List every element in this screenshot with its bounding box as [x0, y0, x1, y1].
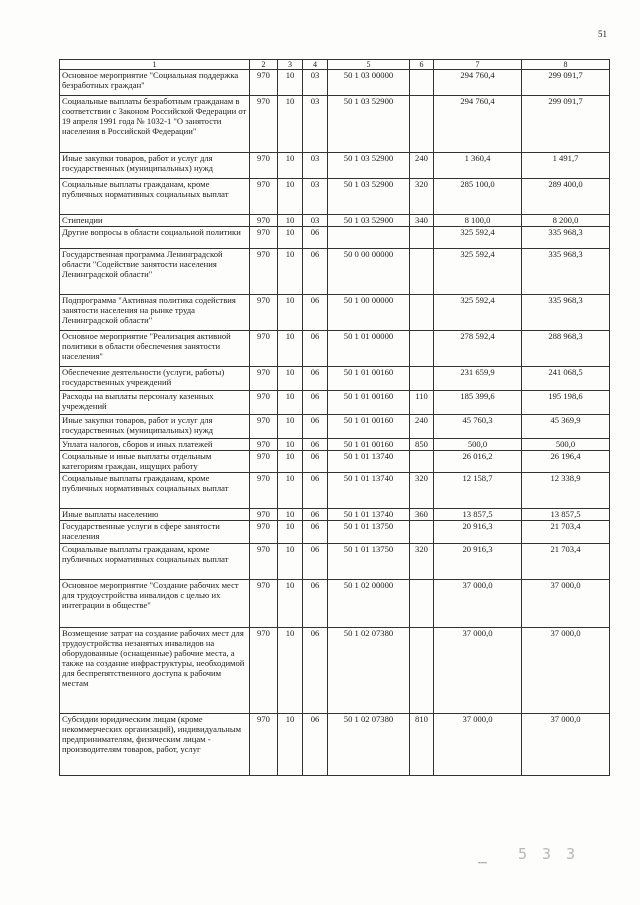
row-col-4: 06	[303, 227, 328, 249]
table-row	[60, 415, 610, 439]
row-col-2: 970	[250, 179, 278, 215]
row-col-7: 37 000,0	[434, 628, 522, 714]
row-col-5: 50 1 01 13750	[328, 544, 410, 580]
table-row	[60, 473, 610, 509]
row-name: Социальные выплаты гражданам, кроме публичных нормативных социальных выплат	[60, 544, 250, 580]
row-col-5: 50 1 01 00160	[328, 415, 410, 439]
row-col-3: 10	[278, 415, 303, 439]
row-col-5: 50 1 03 52900	[328, 215, 410, 227]
row-col-8: 195 198,6	[522, 391, 610, 415]
row-col-7: 231 659,9	[434, 367, 522, 391]
row-col-5: 50 1 01 00160	[328, 391, 410, 415]
row-col-7: 325 592,4	[434, 295, 522, 331]
row-col-8: 21 703,4	[522, 521, 610, 544]
row-col-3: 10	[278, 544, 303, 580]
row-name: Стипендии	[60, 215, 250, 227]
row-name: Иные закупки товаров, работ и услуг для государственных (муниципальных) нужд	[60, 415, 250, 439]
table-row	[60, 227, 610, 249]
table-row	[60, 439, 610, 451]
row-col-7: 294 760,4	[434, 96, 522, 153]
row-col-8: 12 338,9	[522, 473, 610, 509]
header-row	[60, 60, 610, 70]
row-name: Подпрограмма "Активная политика содействия занятости населения на рынке труда Ленинградской области"	[60, 295, 250, 331]
row-col-7: 278 592,4	[434, 331, 522, 367]
row-name: Основное мероприятие "Реализация активной политики в области обеспечения занятости населения"	[60, 331, 250, 367]
row-col-7: 20 916,3	[434, 521, 522, 544]
row-col-7: 294 760,4	[434, 70, 522, 96]
row-col-6	[410, 367, 434, 391]
row-col-7: 8 100,0	[434, 215, 522, 227]
row-col-3: 10	[278, 249, 303, 295]
row-col-8: 37 000,0	[522, 628, 610, 714]
row-col-3: 10	[278, 295, 303, 331]
row-col-6: 320	[410, 179, 434, 215]
row-col-6	[410, 521, 434, 544]
row-col-3: 10	[278, 509, 303, 521]
table-row	[60, 367, 610, 391]
row-name: Другие вопросы в области социальной политики	[60, 227, 250, 249]
row-name: Субсидии юридическим лицам (кроме некоммерческих организаций), индивидуальным предпринимателям, физическим лицам - производителям товаров, работ, услуг	[60, 714, 250, 776]
row-col-7: 12 158,7	[434, 473, 522, 509]
row-col-4: 06	[303, 415, 328, 439]
row-col-3: 10	[278, 521, 303, 544]
row-col-8: 289 400,0	[522, 179, 610, 215]
row-col-2: 970	[250, 227, 278, 249]
row-col-4: 06	[303, 714, 328, 776]
header-col-4: 4	[303, 60, 328, 70]
row-name: Возмещение затрат на создание рабочих мест для трудоустройства незанятых инвалидов на оборудованные (оснащенные) рабочие места, а также на создание инфраструктуры, необходимой для беспрепятственного доступа к рабочим местам	[60, 628, 250, 714]
row-name: Социальные выплаты гражданам, кроме публичных нормативных социальных выплат	[60, 179, 250, 215]
row-name: Социальные выплаты гражданам, кроме публичных нормативных социальных выплат	[60, 473, 250, 509]
row-col-4: 06	[303, 451, 328, 473]
row-col-4: 03	[303, 96, 328, 153]
row-col-6: 320	[410, 544, 434, 580]
row-col-6	[410, 227, 434, 249]
row-col-8: 288 968,3	[522, 331, 610, 367]
row-col-7: 325 592,4	[434, 227, 522, 249]
row-col-8: 8 200,0	[522, 215, 610, 227]
row-col-7: 325 592,4	[434, 249, 522, 295]
row-col-5: 50 1 01 00160	[328, 367, 410, 391]
row-col-7: 185 399,6	[434, 391, 522, 415]
row-col-5: 50 1 02 07380	[328, 628, 410, 714]
row-col-8: 335 968,3	[522, 227, 610, 249]
footer-dash: ---	[478, 857, 487, 867]
row-col-6	[410, 628, 434, 714]
row-col-8: 26 196,4	[522, 451, 610, 473]
row-col-6	[410, 451, 434, 473]
row-col-7: 1 360,4	[434, 153, 522, 179]
table-row	[60, 96, 610, 153]
row-col-7: 13 857,5	[434, 509, 522, 521]
row-col-5: 50 1 03 52900	[328, 179, 410, 215]
row-col-6	[410, 295, 434, 331]
row-col-3: 10	[278, 714, 303, 776]
row-col-7: 285 100,0	[434, 179, 522, 215]
row-col-8: 299 091,7	[522, 96, 610, 153]
table-row	[60, 509, 610, 521]
row-col-3: 10	[278, 179, 303, 215]
table-row	[60, 580, 610, 628]
row-name: Иные закупки товаров, работ и услуг для государственных (муниципальных) нужд	[60, 153, 250, 179]
row-col-7: 20 916,3	[434, 544, 522, 580]
row-col-4: 06	[303, 580, 328, 628]
row-col-8: 500,0	[522, 439, 610, 451]
row-col-6	[410, 331, 434, 367]
row-col-4: 03	[303, 153, 328, 179]
row-col-2: 970	[250, 439, 278, 451]
row-name: Основное мероприятие "Социальная поддержка безработных граждан"	[60, 70, 250, 96]
row-col-8: 13 857,5	[522, 509, 610, 521]
row-col-7: 45 760,3	[434, 415, 522, 439]
row-name: Государственные услуги в сфере занятости населения	[60, 521, 250, 544]
row-col-5: 50 1 02 00000	[328, 580, 410, 628]
row-col-8: 335 968,3	[522, 295, 610, 331]
row-col-5: 50 1 01 13740	[328, 509, 410, 521]
row-col-6	[410, 96, 434, 153]
stamp-number: 5 3 3	[518, 845, 579, 863]
row-col-2: 970	[250, 415, 278, 439]
row-col-6: 340	[410, 215, 434, 227]
budget-table	[59, 59, 610, 776]
row-col-5: 50 1 02 07380	[328, 714, 410, 776]
row-col-3: 10	[278, 628, 303, 714]
row-col-6: 360	[410, 509, 434, 521]
row-col-3: 10	[278, 473, 303, 509]
row-col-2: 970	[250, 580, 278, 628]
row-name: Обеспечение деятельности (услуги, работы) государственных учреждений	[60, 367, 250, 391]
table-row	[60, 215, 610, 227]
row-col-7: 500,0	[434, 439, 522, 451]
row-col-2: 970	[250, 249, 278, 295]
row-col-6	[410, 70, 434, 96]
header-col-5: 5	[328, 60, 410, 70]
row-col-6: 240	[410, 415, 434, 439]
row-col-4: 03	[303, 215, 328, 227]
header-col-2: 2	[250, 60, 278, 70]
row-col-2: 970	[250, 295, 278, 331]
row-col-5: 50 1 00 00000	[328, 295, 410, 331]
row-col-6: 320	[410, 473, 434, 509]
row-col-3: 10	[278, 367, 303, 391]
row-col-3: 10	[278, 227, 303, 249]
row-col-5: 50 1 03 52900	[328, 153, 410, 179]
row-col-2: 970	[250, 521, 278, 544]
row-col-3: 10	[278, 451, 303, 473]
row-col-4: 06	[303, 391, 328, 415]
row-col-8: 299 091,7	[522, 70, 610, 96]
row-col-2: 970	[250, 509, 278, 521]
row-col-2: 970	[250, 628, 278, 714]
row-col-2: 970	[250, 451, 278, 473]
row-col-7: 37 000,0	[434, 580, 522, 628]
row-col-6	[410, 580, 434, 628]
table-row	[60, 153, 610, 179]
row-col-3: 10	[278, 580, 303, 628]
row-col-2: 970	[250, 215, 278, 227]
header-col-1: 1	[60, 60, 250, 70]
table-row	[60, 70, 610, 96]
row-col-3: 10	[278, 391, 303, 415]
row-col-8: 335 968,3	[522, 249, 610, 295]
row-col-6: 850	[410, 439, 434, 451]
row-col-6: 810	[410, 714, 434, 776]
row-col-3: 10	[278, 153, 303, 179]
page-number: 51	[598, 29, 607, 39]
table-row	[60, 544, 610, 580]
table-row	[60, 179, 610, 215]
row-col-6: 110	[410, 391, 434, 415]
row-col-4: 06	[303, 509, 328, 521]
row-col-7: 37 000,0	[434, 714, 522, 776]
row-col-2: 970	[250, 70, 278, 96]
table-row	[60, 249, 610, 295]
row-col-3: 10	[278, 96, 303, 153]
row-col-2: 970	[250, 391, 278, 415]
row-col-8: 37 000,0	[522, 580, 610, 628]
row-col-6	[410, 249, 434, 295]
row-name: Государственная программа Ленинградской области "Содействие занятости населения Ленинградской области"	[60, 249, 250, 295]
row-name: Социальные выплаты безработным гражданам в соответствии с Законом Российской Федерации от 19 апреля 1991 года № 1032-1 "О занятости населения в Российской Федерации"	[60, 96, 250, 153]
row-col-4: 06	[303, 331, 328, 367]
table-row	[60, 295, 610, 331]
table-row	[60, 391, 610, 415]
row-col-5	[328, 227, 410, 249]
header-col-7: 7	[434, 60, 522, 70]
row-col-2: 970	[250, 331, 278, 367]
row-name: Основное мероприятие "Создание рабочих мест для трудоустройства инвалидов с целью их интеграции в обществе"	[60, 580, 250, 628]
row-col-3: 10	[278, 215, 303, 227]
row-col-4: 06	[303, 439, 328, 451]
row-col-5: 50 1 01 00000	[328, 331, 410, 367]
row-col-5: 50 1 01 13750	[328, 521, 410, 544]
row-col-4: 06	[303, 521, 328, 544]
row-col-4: 06	[303, 544, 328, 580]
row-name: Иные выплаты населению	[60, 509, 250, 521]
row-col-4: 06	[303, 249, 328, 295]
row-col-5: 50 0 00 00000	[328, 249, 410, 295]
row-col-8: 37 000,0	[522, 714, 610, 776]
row-col-3: 10	[278, 331, 303, 367]
row-col-4: 06	[303, 367, 328, 391]
row-col-4: 03	[303, 179, 328, 215]
row-col-2: 970	[250, 153, 278, 179]
row-name: Расходы на выплаты персоналу казенных учреждений	[60, 391, 250, 415]
table-row	[60, 521, 610, 544]
row-col-2: 970	[250, 473, 278, 509]
table-row	[60, 331, 610, 367]
table-row	[60, 628, 610, 714]
row-col-5: 50 1 01 00160	[328, 439, 410, 451]
row-col-2: 970	[250, 367, 278, 391]
table-row	[60, 714, 610, 776]
row-name: Уплата налогов, сборов и иных платежей	[60, 439, 250, 451]
header-col-6: 6	[410, 60, 434, 70]
row-col-2: 970	[250, 714, 278, 776]
row-col-4: 03	[303, 70, 328, 96]
row-col-2: 970	[250, 96, 278, 153]
table-row	[60, 451, 610, 473]
row-col-5: 50 1 03 52900	[328, 96, 410, 153]
row-col-4: 06	[303, 473, 328, 509]
row-col-2: 970	[250, 544, 278, 580]
header-col-8: 8	[522, 60, 610, 70]
row-col-3: 10	[278, 439, 303, 451]
row-col-3: 10	[278, 70, 303, 96]
row-col-5: 50 1 03 00000	[328, 70, 410, 96]
row-col-8: 21 703,4	[522, 544, 610, 580]
row-col-5: 50 1 01 13740	[328, 473, 410, 509]
row-col-8: 45 369,9	[522, 415, 610, 439]
table-body	[60, 70, 610, 776]
row-col-4: 06	[303, 295, 328, 331]
row-col-7: 26 016,2	[434, 451, 522, 473]
row-col-5: 50 1 01 13740	[328, 451, 410, 473]
header-col-3: 3	[278, 60, 303, 70]
row-col-8: 241 068,5	[522, 367, 610, 391]
row-name: Социальные и иные выплаты отдельным категориям граждан, ищущих работу	[60, 451, 250, 473]
row-col-8: 1 491,7	[522, 153, 610, 179]
row-col-6: 240	[410, 153, 434, 179]
row-col-4: 06	[303, 628, 328, 714]
